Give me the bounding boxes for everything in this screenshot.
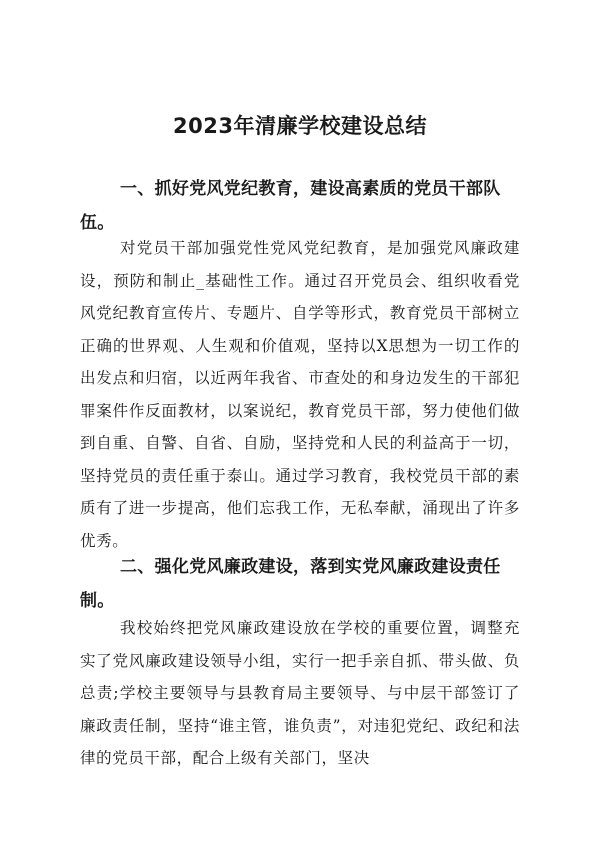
section-heading-2: 二、强化党风廉政建设，落到实党风廉政建设责任制。: [80, 557, 501, 611]
section-paragraph-1: 对党员干部加强党性党风党纪教育，是加强党风廉政建设，预防和制止_基础性工作。通过召开党员会、组织收看党风党纪教育宣传片、专题片、自学等形式，教育党员干部树立正确的世界观、人生观和价值观，坚持以X思想为一切工作的出发点和归宿，以近两年我省、市查处的和身边发生的干部犯罪案件作反面教材，以案说纪，教育党员干部，努力使他们做到自重、自警、自省、自励，坚持党和人民的利益高于一切，坚持党员的责任重于泰山。通过学习教育，我校党员干部的素质有了进一步提高，他们忘我工作，无私奉献，涌现出了许多优秀。: [80, 239, 520, 550]
section-paragraph-2: 我校始终把党风廉政建设放在学校的重要位置，调整充实了党风廉政建设领导小组，实行一把手亲自抓、带头做、负总责;学校主要领导与县教育局主要领导、与中层干部签订了廉政责任制，坚持“谁主管，谁负责”，对违犯党纪、政纪和法律的党员干部，配合上级有关部门，坚决: [80, 619, 520, 767]
document-title: 2023年清廉学校建设总结: [173, 114, 427, 138]
section-heading-1: 一、抓好党风党纪教育，建设高素质的党员干部队伍。: [80, 179, 501, 233]
